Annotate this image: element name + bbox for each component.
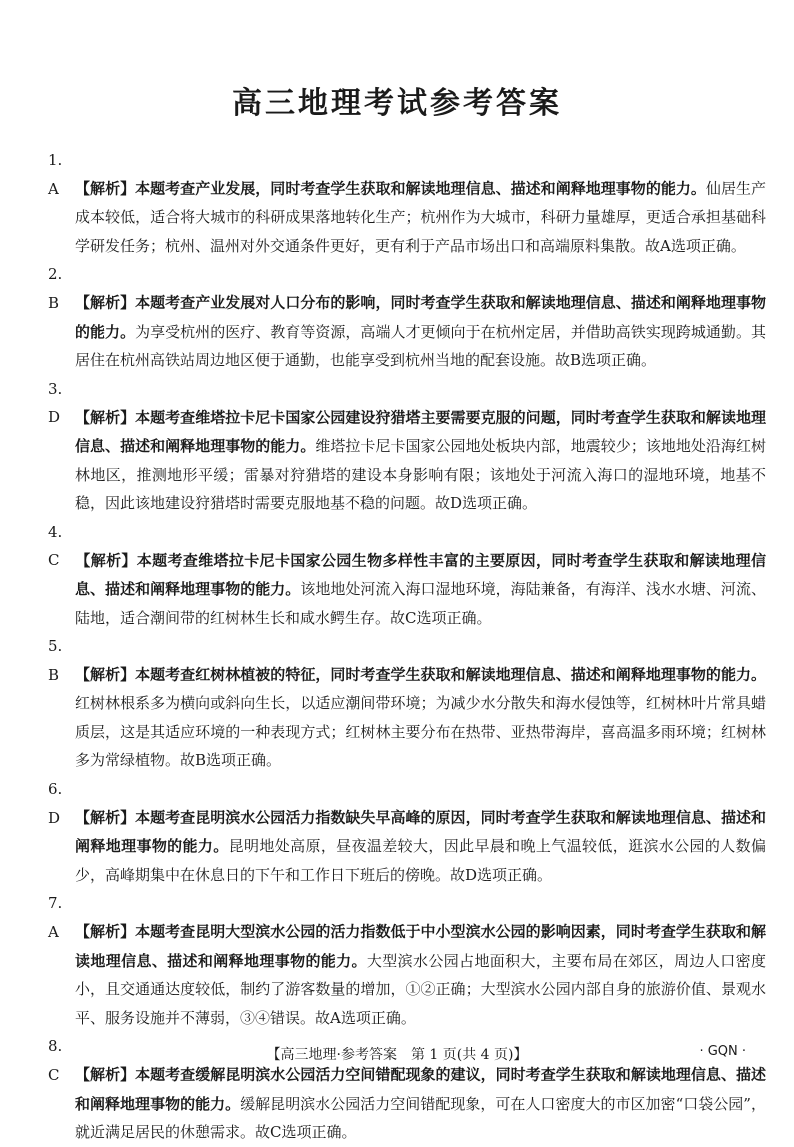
answer-number: 4. C xyxy=(48,522,63,570)
answer-explanation: 维塔拉卡尼卡国家公园地处板块内部，地震较少；该地地处沿海红树林地区，推测地形平缓；雷暴对狩猎塔的建设本身影响有限；该地处于河流入海口的湿地环境，地基不稳，因此该地建设狩猎塔时需要克服地基不稳的问题。故D选项正确。 xyxy=(75,436,766,513)
answer-number: 2. B xyxy=(48,265,63,312)
answer-number: 5. B xyxy=(48,637,63,684)
answer-item-3 xyxy=(48,375,766,518)
answer-analysis-lead: 【解析】本题考查产业发展，同时考查学生获取和解读地理信息、描述和阐释地理事物的能力。 xyxy=(75,179,706,198)
answer-list xyxy=(48,146,766,1147)
answer-analysis-lead: 【解析】本题考查昆明滨水公园活力指数缺失早高峰的原因，同时考查学生获取和解读地理信息、描述和阐释地理事物的能力。 xyxy=(75,808,766,856)
answer-number: 7. A xyxy=(48,894,63,942)
answer-explanation: 缓解昆明滨水公园活力空间错配现象，可在人口密度大的市区加密“口袋公园”，就近满足居民的休憩需求。故C选项正确。 xyxy=(75,1094,766,1142)
answer-number: 3. D xyxy=(48,379,63,427)
page-title: 高三地理考试参考答案 xyxy=(232,86,562,121)
answer-explanation: 为享受杭州的医疗、教育等资源，高端人才更倾向于在杭州定居，并借助高铁实现跨城通勤。其居住在杭州高铁站周边地区便于通勤，也能享受到杭州当地的配套设施。故B选项正确。 xyxy=(75,322,766,370)
answer-item-6 xyxy=(48,775,766,889)
answer-analysis-lead: 【解析】本题考查红树林植被的特征，同时考查学生获取和解读地理信息、描述和阐释地理事物的能力。 xyxy=(75,665,766,684)
answer-number: 6. D xyxy=(48,780,63,827)
footer-code: · GQN · xyxy=(699,1044,746,1059)
answer-explanation: 该地地处河流入海口湿地环境，海陆兼备，有海洋、浅水水塘、河流、陆地，适合潮间带的红树林生长和咸水鳄生存。故C选项正确。 xyxy=(75,579,766,627)
answer-analysis-lead: 【解析】本题考查缓解昆明滨水公园活力空间错配现象的建议，同时考查学生获取和解读地理信息、描述和阐释地理事物的能力。 xyxy=(75,1066,766,1113)
answer-analysis-lead: 【解析】本题考查产业发展对人口分布的影响，同时考查学生获取和解读地理信息、描述和阐释地理事物的能力。 xyxy=(75,293,766,341)
footer-page-info: 【高三地理·参考答案 第 1 页(共 4 页)】 xyxy=(266,1047,528,1063)
answer-item-4 xyxy=(48,518,766,632)
answer-explanation: 昆明地处高原，昼夜温差较大，因此早晨和晚上气温较低，逛滨水公园的人数偏少，高峰期集中在休息日的下午和工作日下班后的傍晚。故D选项正确。 xyxy=(75,837,766,884)
answer-analysis-lead: 【解析】本题考查昆明大型滨水公园的活力指数低于中小型滨水公园的影响因素，同时考查学生获取和解读地理信息、描述和阐释地理事物的能力。 xyxy=(75,923,766,970)
answer-item-2 xyxy=(48,260,766,374)
answer-number: 1. A xyxy=(48,151,63,198)
answer-item-1 xyxy=(48,146,766,260)
answer-item-7 xyxy=(48,889,766,1032)
answer-item-5 xyxy=(48,632,766,775)
answer-explanation: 仙居生产成本较低，适合将大城市的科研成果落地转化生产；杭州作为大城市，科研力量雄厚，更适合承担基础科学研发任务；杭州、温州对外交通条件更好，更有利于产品市场出口和高端原料集散。故A选项正确。 xyxy=(75,179,766,255)
answer-analysis-lead: 【解析】本题考查维塔拉卡尼卡国家公园建设狩猎塔主要需要克服的问题，同时考查学生获取和解读地理信息、描述和阐释地理事物的能力。 xyxy=(75,408,766,455)
answer-analysis-lead: 【解析】本题考查维塔拉卡尼卡国家公园生物多样性丰富的主要原因，同时考查学生获取和解读地理信息、描述和阐释地理事物的能力。 xyxy=(75,551,766,598)
answer-explanation: 红树林根系多为横向或斜向生长，以适应潮间带环境；为减少水分散失和海水侵蚀等，红树林叶片常具蜡质层，这是其适应环境的一种表现方式；红树林主要分布在热带、亚热带海岸，喜高温多雨环境；红树林多为常绿植物。故B选项正确。 xyxy=(75,694,766,770)
answer-explanation: 大型滨水公园占地面积大，主要布局在郊区，周边人口密度小，且交通通达度较低，制约了游客数量的增加，①②正确；大型滨水公园内部自身的旅游价值、景观水平、服务设施并不薄弱，③④错误。故A选项正确。 xyxy=(75,951,766,1027)
answer-number: 8. C xyxy=(48,1037,63,1084)
page-footer xyxy=(0,1044,794,1068)
